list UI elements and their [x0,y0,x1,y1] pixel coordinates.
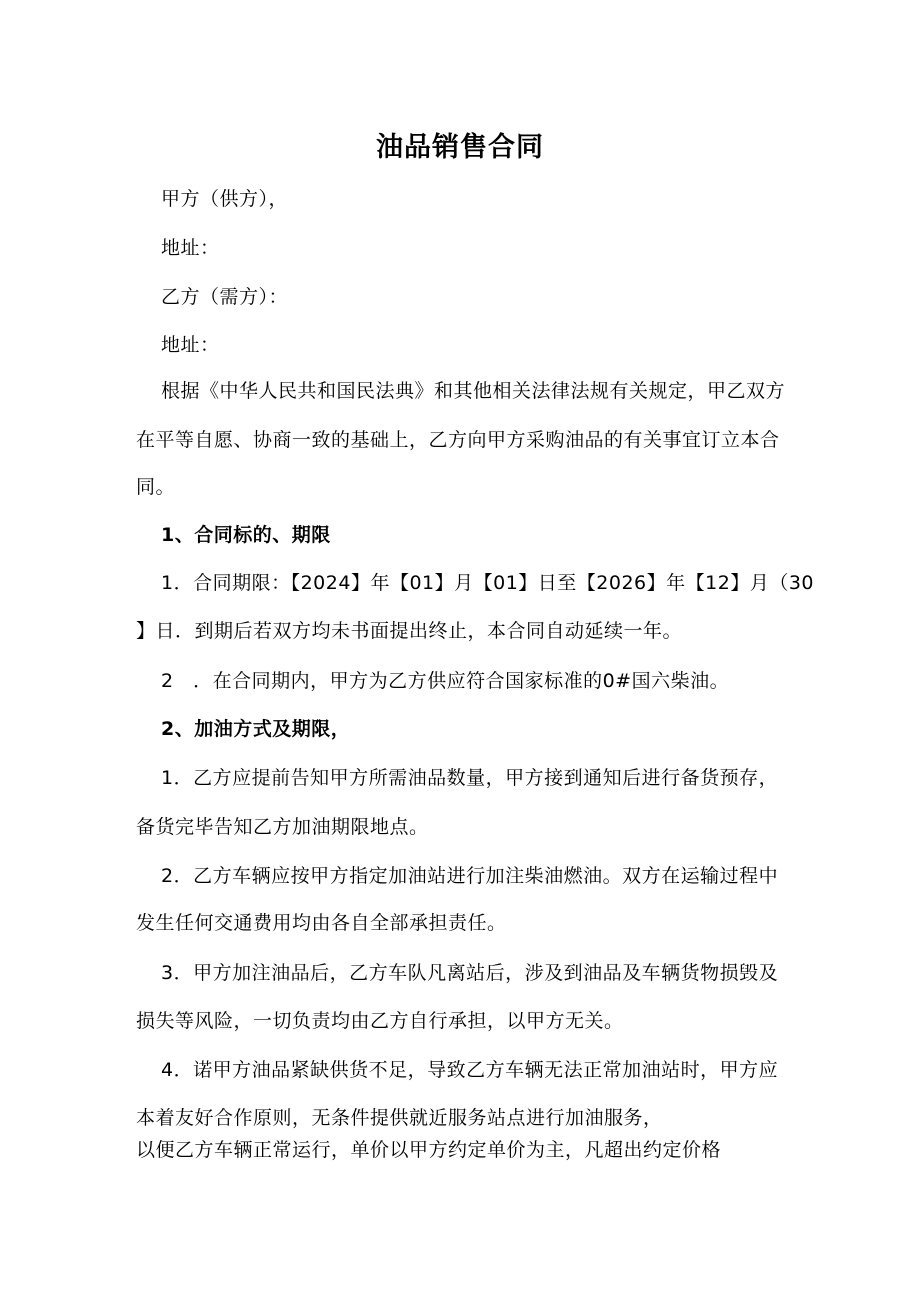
preamble-line-1: 根据《中华人民共和国民法典》和其他相关法律法规有关规定，甲乙双方 [161,380,786,402]
party-a-label: 甲方（供方）， [161,188,289,210]
clause-1-1-line-2: 】日．到期后若双方均未书面提出终止，本合同自动延续一年。 [136,620,683,642]
party-a-address-label: 地址： [161,237,220,259]
clause-2-1-line-2: 备货完毕告知乙方加油期限地点。 [136,816,429,838]
preamble-line-3: 同。 [136,476,176,498]
section-1-heading: 1、合同标的、期限 [161,524,331,546]
clause-2-1-line-1: 1．乙方应提前告知甲方所需油品数量，甲方接到通知后进行备货预存， [161,767,779,789]
clause-2-4-line-3: 以便乙方车辆正常运行，单价以甲方约定单价为主，凡超出约定价格 [136,1139,722,1161]
clause-1-2: 2 ．在合同期内，甲方为乙方供应符合国家标准的0#国六柴油。 [161,670,730,692]
section-2-heading: 2、加油方式及期限， [161,718,351,740]
clause-2-4-line-1: 4．诺甲方油品紧缺供货不足，导致乙方车辆无法正常加油站时，甲方应 [161,1059,779,1081]
clause-2-3-line-1: 3．甲方加注油品后，乙方车队凡离站后，涉及到油品及车辆货物损毁及 [161,962,779,984]
party-b-address-label: 地址： [161,334,220,356]
clause-1-1-line-1: 1．合同期限：【2024】年【01】月【01】日至【2026】年【12】月（30 [161,572,815,594]
document-title: 油品销售合同 [376,132,544,163]
clause-2-2-line-2: 发生任何交通费用均由各自全部承担责任。 [136,912,507,934]
preamble-line-2: 在平等自愿、协商一致的基础上，乙方向甲方采购油品的有关事宜订立本合 [136,429,780,451]
clause-2-4-line-2: 本着友好合作原则，无条件提供就近服务站点进行加油服务， [136,1107,663,1129]
party-b-label: 乙方（需方）： [161,286,289,308]
clause-2-2-line-1: 2．乙方车辆应按甲方指定加油站进行加注柴油燃油。双方在运输过程中 [161,865,779,887]
clause-2-3-line-2: 损失等风险，一切负责均由乙方自行承担，以甲方无关。 [136,1010,624,1032]
